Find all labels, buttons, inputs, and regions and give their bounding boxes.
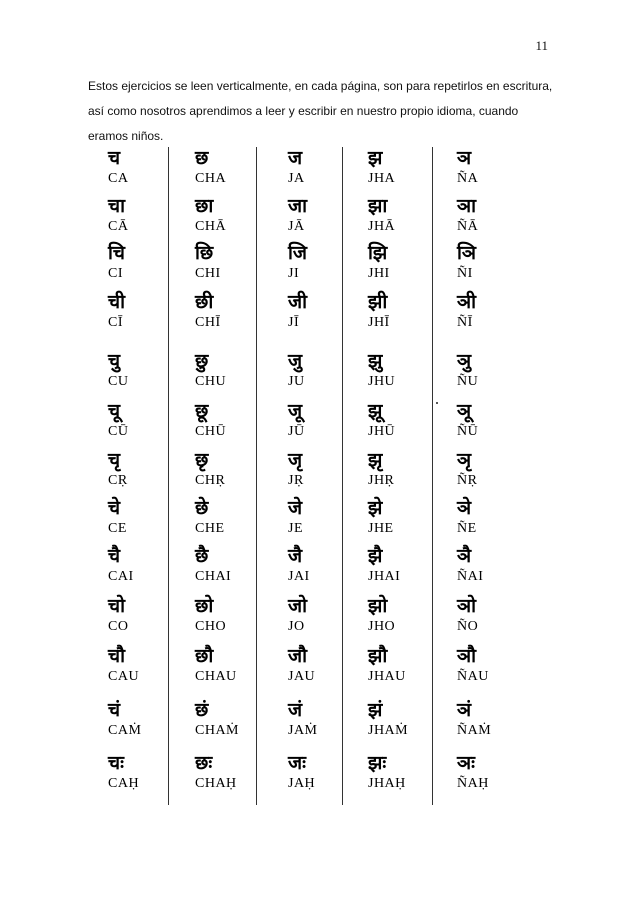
syllable-cell — [195, 400, 275, 441]
syllable-cell — [288, 645, 368, 686]
transliteration: ÑO — [457, 619, 479, 634]
devanagari-syllable: जु — [288, 350, 303, 372]
syllable-cell — [457, 699, 537, 740]
devanagari-syllable: झः — [368, 752, 387, 774]
transliteration: CE — [108, 521, 127, 536]
syllable-cell — [288, 699, 368, 740]
table-row — [100, 291, 500, 341]
transliteration: CA — [108, 171, 129, 186]
syllable-cell — [288, 752, 368, 793]
transliteration: CĀ — [108, 219, 129, 234]
syllable-cell — [108, 595, 188, 636]
devanagari-syllable: छा — [195, 195, 214, 217]
syllable-cell — [108, 699, 188, 740]
syllable-cell — [108, 449, 188, 490]
transliteration: CHU — [195, 374, 227, 389]
transliteration: CHŪ — [195, 424, 227, 439]
syllable-cell — [288, 291, 368, 332]
syllable-table — [100, 147, 500, 805]
devanagari-syllable: चि — [108, 242, 125, 264]
devanagari-syllable: ची — [108, 291, 125, 313]
syllable-cell — [195, 497, 275, 538]
transliteration: JAḤ — [288, 776, 316, 791]
transliteration: JHAU — [368, 669, 406, 684]
transliteration: CĪ — [108, 315, 123, 330]
syllable-cell — [368, 195, 448, 236]
table-row — [100, 497, 500, 547]
transliteration: CI — [108, 266, 123, 281]
devanagari-syllable: झि — [368, 242, 388, 264]
transliteration: JAI — [288, 569, 310, 584]
syllable-cell — [368, 699, 448, 740]
syllable-cell — [457, 449, 537, 490]
syllable-cell — [195, 449, 275, 490]
transliteration: CAṀ — [108, 723, 142, 738]
syllable-cell — [195, 195, 275, 236]
table-row — [100, 752, 500, 802]
syllable-cell — [288, 595, 368, 636]
syllable-cell — [457, 545, 537, 586]
transliteration: CHE — [195, 521, 225, 536]
transliteration: CHṚ — [195, 473, 226, 488]
devanagari-syllable: जौ — [288, 645, 308, 667]
transliteration: JĪ — [288, 315, 300, 330]
transliteration: JU — [288, 374, 305, 389]
transliteration: ÑA — [457, 171, 479, 186]
devanagari-syllable: चः — [108, 752, 124, 774]
syllable-cell — [195, 350, 275, 391]
devanagari-syllable: ञो — [457, 595, 477, 617]
syllable-cell — [288, 449, 368, 490]
syllable-cell — [108, 350, 188, 391]
devanagari-syllable: चृ — [108, 449, 121, 471]
devanagari-syllable: चे — [108, 497, 121, 519]
syllable-cell — [288, 497, 368, 538]
transliteration: CHĀ — [195, 219, 227, 234]
syllable-cell — [368, 147, 448, 188]
syllable-cell — [288, 350, 368, 391]
transliteration: ÑI — [457, 266, 473, 281]
transliteration: ÑAU — [457, 669, 489, 684]
table-row — [100, 595, 500, 645]
devanagari-syllable: ञ — [457, 147, 472, 169]
devanagari-syllable: ञू — [457, 400, 472, 422]
devanagari-syllable: जी — [288, 291, 308, 313]
syllable-cell — [288, 242, 368, 283]
devanagari-syllable: जै — [288, 545, 303, 567]
syllable-cell — [195, 545, 275, 586]
syllable-cell — [108, 291, 188, 332]
transliteration: JHU — [368, 374, 396, 389]
devanagari-syllable: जू — [288, 400, 303, 422]
transliteration: ÑAI — [457, 569, 484, 584]
transliteration: ÑŪ — [457, 424, 479, 439]
devanagari-syllable: छ — [195, 147, 209, 169]
transliteration: CHAḤ — [195, 776, 237, 791]
transliteration: JHAI — [368, 569, 401, 584]
transliteration: JHAṀ — [368, 723, 409, 738]
syllable-cell — [368, 497, 448, 538]
table-row — [100, 195, 500, 245]
devanagari-syllable: छः — [195, 752, 213, 774]
syllable-cell — [368, 545, 448, 586]
transliteration: CṚ — [108, 473, 128, 488]
transliteration: CAḤ — [108, 776, 140, 791]
transliteration: JO — [288, 619, 305, 634]
devanagari-syllable: ञः — [457, 752, 475, 774]
syllable-cell — [108, 242, 188, 283]
devanagari-syllable: ञं — [457, 699, 472, 721]
devanagari-syllable: छु — [195, 350, 209, 372]
transliteration: ÑṚ — [457, 473, 478, 488]
devanagari-syllable: ज — [288, 147, 303, 169]
syllable-cell — [368, 291, 448, 332]
devanagari-syllable: ञृ — [457, 449, 472, 471]
devanagari-syllable: ञु — [457, 350, 472, 372]
transliteration: ÑĀ — [457, 219, 479, 234]
intro-paragraph: Estos ejercicios se leen verticalmente, en cada página, son para repetirlos en escritura, así como nosotros aprendimos a leer y escribir en nuestro propio idioma, cuando eramos niños. — [88, 79, 553, 143]
devanagari-syllable: छं — [195, 699, 209, 721]
table-row — [100, 400, 500, 450]
table-row — [100, 350, 500, 400]
devanagari-syllable: चौ — [108, 645, 125, 667]
devanagari-syllable: ञे — [457, 497, 472, 519]
page-number: 11 — [535, 38, 548, 53]
syllable-cell — [368, 645, 448, 686]
transliteration: JAṀ — [288, 723, 318, 738]
devanagari-syllable: छि — [195, 242, 214, 264]
devanagari-syllable: छू — [195, 400, 209, 422]
devanagari-syllable: झी — [368, 291, 388, 313]
syllable-cell — [368, 400, 448, 441]
syllable-cell — [288, 195, 368, 236]
devanagari-syllable: ञि — [457, 242, 477, 264]
devanagari-syllable: झा — [368, 195, 388, 217]
syllable-cell — [457, 400, 537, 441]
syllable-cell — [288, 400, 368, 441]
syllable-cell — [457, 497, 537, 538]
devanagari-syllable: छे — [195, 497, 209, 519]
devanagari-syllable: जृ — [288, 449, 303, 471]
transliteration: CHĪ — [195, 315, 221, 330]
transliteration: ÑAṀ — [457, 723, 492, 738]
syllable-cell — [195, 242, 275, 283]
syllable-cell — [368, 350, 448, 391]
devanagari-syllable: जा — [288, 195, 308, 217]
transliteration: JA — [288, 171, 305, 186]
syllable-cell — [195, 147, 275, 188]
devanagari-syllable: ञै — [457, 545, 472, 567]
syllable-cell — [457, 195, 537, 236]
devanagari-syllable: छी — [195, 291, 214, 313]
transliteration: CO — [108, 619, 129, 634]
transliteration: JHĪ — [368, 315, 390, 330]
devanagari-syllable: चु — [108, 350, 121, 372]
transliteration: CAI — [108, 569, 134, 584]
transliteration: CHO — [195, 619, 227, 634]
devanagari-syllable: जं — [288, 699, 303, 721]
transliteration: JHAḤ — [368, 776, 406, 791]
devanagari-syllable: जः — [288, 752, 306, 774]
syllable-cell — [108, 147, 188, 188]
transliteration: ÑU — [457, 374, 479, 389]
syllable-cell — [195, 645, 275, 686]
syllable-cell — [108, 400, 188, 441]
transliteration: CHAI — [195, 569, 232, 584]
devanagari-syllable: झृ — [368, 449, 383, 471]
stray-dot — [436, 402, 438, 404]
transliteration: CU — [108, 374, 129, 389]
table-row — [100, 645, 500, 695]
transliteration: JŪ — [288, 424, 305, 439]
table-row — [100, 147, 500, 197]
syllable-cell — [195, 752, 275, 793]
devanagari-syllable: ञी — [457, 291, 477, 313]
transliteration: JHṚ — [368, 473, 395, 488]
devanagari-syllable: चै — [108, 545, 121, 567]
syllable-cell — [195, 291, 275, 332]
devanagari-syllable: छो — [195, 595, 214, 617]
transliteration: JAU — [288, 669, 316, 684]
devanagari-syllable: जि — [288, 242, 308, 264]
devanagari-syllable: झू — [368, 400, 383, 422]
devanagari-syllable: चू — [108, 400, 121, 422]
devanagari-syllable: च — [108, 147, 121, 169]
syllable-cell — [195, 595, 275, 636]
devanagari-syllable: ञा — [457, 195, 477, 217]
devanagari-syllable: छै — [195, 545, 209, 567]
devanagari-syllable: झो — [368, 595, 388, 617]
devanagari-syllable: जे — [288, 497, 303, 519]
syllable-cell — [457, 350, 537, 391]
devanagari-syllable: छृ — [195, 449, 209, 471]
syllable-cell — [368, 752, 448, 793]
syllable-cell — [457, 291, 537, 332]
devanagari-syllable: ञौ — [457, 645, 477, 667]
syllable-cell — [368, 595, 448, 636]
devanagari-syllable: चो — [108, 595, 125, 617]
devanagari-syllable: झु — [368, 350, 383, 372]
transliteration: JHI — [368, 266, 390, 281]
devanagari-syllable: झं — [368, 699, 383, 721]
syllable-cell — [368, 242, 448, 283]
syllable-cell — [108, 497, 188, 538]
devanagari-syllable: झै — [368, 545, 383, 567]
transliteration: CŪ — [108, 424, 129, 439]
transliteration: CAU — [108, 669, 140, 684]
syllable-cell — [288, 545, 368, 586]
syllable-cell — [288, 147, 368, 188]
transliteration: ÑAḤ — [457, 776, 489, 791]
devanagari-syllable: चं — [108, 699, 121, 721]
syllable-cell — [457, 147, 537, 188]
syllable-cell — [457, 645, 537, 686]
syllable-cell — [457, 752, 537, 793]
devanagari-syllable: जो — [288, 595, 308, 617]
syllable-cell — [195, 699, 275, 740]
transliteration: JHŪ — [368, 424, 396, 439]
table-row — [100, 242, 500, 292]
transliteration: JE — [288, 521, 303, 536]
devanagari-syllable: झौ — [368, 645, 388, 667]
syllable-cell — [108, 195, 188, 236]
transliteration: ÑE — [457, 521, 477, 536]
transliteration: JṚ — [288, 473, 304, 488]
syllable-cell — [457, 595, 537, 636]
table-row — [100, 699, 500, 749]
transliteration: CHAU — [195, 669, 237, 684]
syllable-cell — [108, 545, 188, 586]
table-row — [100, 545, 500, 595]
devanagari-syllable: झ — [368, 147, 383, 169]
transliteration: CHAṀ — [195, 723, 240, 738]
devanagari-syllable: झे — [368, 497, 383, 519]
transliteration: ÑĪ — [457, 315, 473, 330]
transliteration: JĀ — [288, 219, 305, 234]
syllable-cell — [108, 752, 188, 793]
devanagari-syllable: चा — [108, 195, 125, 217]
transliteration: CHA — [195, 171, 227, 186]
devanagari-syllable: छौ — [195, 645, 214, 667]
syllable-cell — [368, 449, 448, 490]
table-row — [100, 449, 500, 499]
transliteration: JHA — [368, 171, 396, 186]
transliteration: CHI — [195, 266, 221, 281]
transliteration: JI — [288, 266, 300, 281]
syllable-cell — [457, 242, 537, 283]
syllable-cell — [108, 645, 188, 686]
transliteration: JHO — [368, 619, 396, 634]
transliteration: JHE — [368, 521, 394, 536]
transliteration: JHĀ — [368, 219, 396, 234]
